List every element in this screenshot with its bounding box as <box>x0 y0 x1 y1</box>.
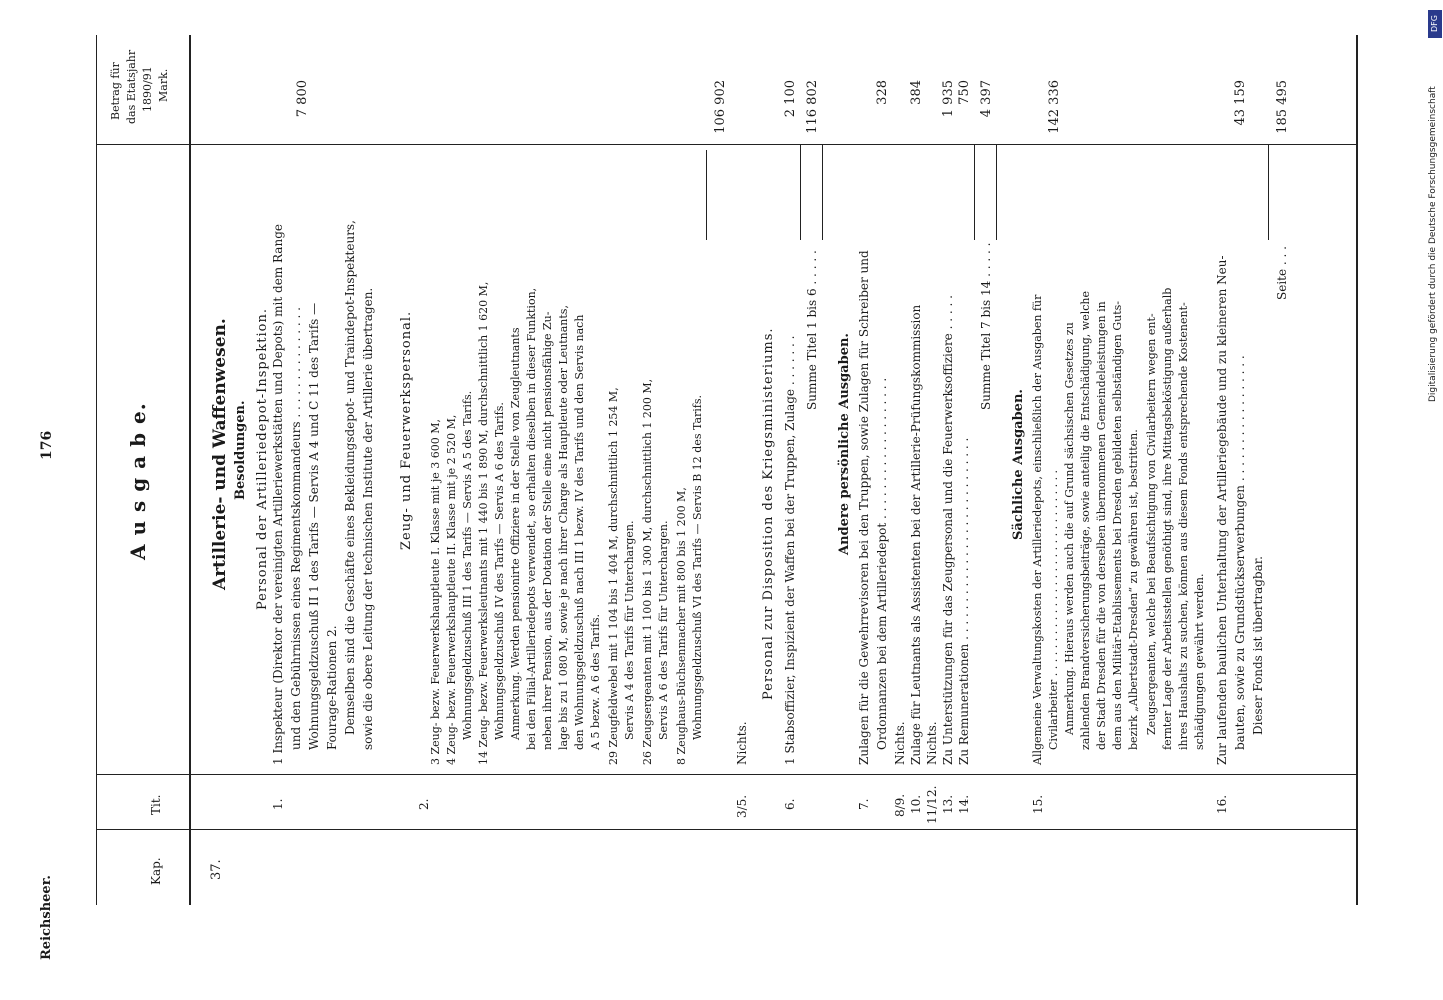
t1-line: 1 Inspekteur (Direktor der vereinigten Artilleriewerkstätten und Depots) mit dem Range <box>271 224 285 765</box>
rule-sum-2 <box>996 145 997 240</box>
sum-1-value: 116 802 <box>805 80 820 134</box>
t7-line: Zulagen für die Gewehrrevisoren bei den Truppen, sowie Zulagen für Schreiber und <box>857 250 871 765</box>
t2-line: bei den Filial-Artilleriedepots verwendet, so erhalten dieselben in dieser Funktion, <box>525 287 538 750</box>
t2-line: Servis A 4 des Tarifs für Unterchargen. <box>623 520 636 740</box>
t15-line: bezirk „Albertstadt-Dresden“ zu gewähren ist, bestritten. <box>1127 429 1140 750</box>
tit-14: 14. <box>957 794 971 814</box>
amount-header-2: das Etatsjahr <box>125 49 138 124</box>
t16-line: bauten, sowie zu Grundstückserwerbungen . . . . . . . . . . . . . . . . . <box>1233 355 1247 750</box>
t1-line: sowie die obere Leitung der technischen Institute der Artillerie übertragen. <box>361 287 375 750</box>
t16-line: Dieser Fonds ist übertragbar. <box>1251 556 1265 735</box>
t15-line: der Stadt Dresden für die von derselben übernommenen Gemeindeleistungen in <box>1095 301 1108 750</box>
t15-line: schädigungen gewährt werden. <box>1193 573 1206 750</box>
underline-t16 <box>1268 145 1269 240</box>
t2-line: 14 Zeug- bezw. Feuerwerksleutnants mit 1 440 bis 1 890 M, durchschnittlich 1 620 M, <box>477 281 490 765</box>
dfg-watermark <box>1428 10 1442 402</box>
amount-t13: 1 935 <box>941 80 956 118</box>
sum-2-label: Summe Titel 7 bis 14 . . . . . <box>979 242 993 410</box>
t13-text: Zu Unterstützungen für das Zeugpersonal und die Feuerwerksoffiziere . . . . . <box>941 295 955 765</box>
page-number: 176 <box>39 430 55 460</box>
sum-2-value: 4 397 <box>979 80 994 118</box>
section-title: Artillerie- und Waffenwesen. <box>210 318 230 590</box>
underline-t2 <box>706 150 707 240</box>
t89-text: Nichts. <box>893 721 907 765</box>
t15-line: Civilarbeiter . . . . . . . . . . . . . . . . . . . . . . . . . . . . . . <box>1047 469 1060 750</box>
t16-line: Zur laufenden baulichen Unterhaltung der Artilleriegebäude und zu kleineren Neu- <box>1215 255 1229 765</box>
t2-line: Servis A 6 des Tarifs für Unterchargen. <box>657 520 670 740</box>
page-title: A u s g a b e. <box>126 402 150 560</box>
kap-column-rule <box>96 829 1356 830</box>
tit-2: 2. <box>417 798 431 810</box>
amount-t7: 328 <box>875 80 890 105</box>
tit-header: Tit. <box>149 794 163 815</box>
t1-line: Demselben sind die Geschäfte eines Bekleidungsdepot- und Traindepot-Inspekteurs, <box>343 220 357 735</box>
t15-line: dem aus den Militär-Etablissements bei Dresden gebildeten selbständigen Guts- <box>1111 300 1124 750</box>
amount-t1: 7 800 <box>295 80 310 118</box>
t2-line: den Wohnungsgeldzuschuß nach III 1 bezw. IV des Tarifs und den Servis nach <box>573 314 586 750</box>
t2-line: Wohnungsgeldzuschuß III 1 des Tarifs — Servis A 5 des Tarifs. <box>461 390 474 740</box>
dfg-credit-text: Digitalisierung gefördert durch die Deutsche Forschungsgemeinschaft <box>1428 86 1438 402</box>
t2-line: Wohnungsgeldzuschuß IV des Tarifs — Servis A 6 des Tarifs. <box>493 402 506 740</box>
heading-saechlich: Sächliche Ausgaben. <box>1011 389 1026 540</box>
rule-sum-1 <box>822 145 823 240</box>
t2-line: 26 Zeugsergeanten mit 1 100 bis 1 300 M, durchschnittlich 1 200 M, <box>641 378 654 765</box>
kap-number: 37. <box>209 859 224 880</box>
t2-line: 8 Zeughaus-Büchsenmacher mit 800 bis 1 200 M, <box>675 487 688 765</box>
amount-header-1: Betrag für <box>109 62 122 120</box>
t1-line: und den Gebührnissen eines Regimentskommandeurs . . . . . . . . . . . . . . . <box>289 307 303 750</box>
tit-13: 13. <box>941 794 955 814</box>
tit-8-9: 8/9. <box>893 793 907 817</box>
tit-7: 7. <box>857 798 871 810</box>
t2-line: Wohnungsgeldzuschuß VI des Tarifs — Servis B 12 des Tarifs. <box>691 395 704 740</box>
amount-t10: 384 <box>909 80 924 105</box>
tit-15: 15. <box>1031 794 1045 814</box>
amount-t16: 43 159 <box>1233 80 1248 126</box>
t15-line: ihres Haushalts zu suchen, können aus diesem Fonds entsprechende Kostenent- <box>1177 302 1190 750</box>
tit-column-rule <box>96 774 1356 775</box>
heading-personal: Personal der Artilleriedepot-Inspektion. <box>255 308 270 610</box>
bottom-rule <box>1356 35 1358 905</box>
seite-value: 185 495 <box>1275 80 1290 134</box>
heading-andere: Andere persönliche Ausgaben. <box>837 333 852 555</box>
amount-t6: 2 100 <box>783 80 798 118</box>
t1-line: Wohnungsgeldzuschuß II 1 des Tarifs — Servis A 4 und C 11 des Tarifs — <box>307 302 321 750</box>
kap-header: Kap. <box>149 857 163 885</box>
t7-line: Ordonnanzen bei dem Artilleriedepot . . . . . . . . . . . . . . . . . . . <box>875 377 889 750</box>
tit-10: 10. <box>909 794 923 814</box>
t2-line: 4 Zeug- bezw. Feuerwerkshauptleute II. Klasse mit je 2 520 M, <box>445 414 458 765</box>
tit-11-12: 11/12. <box>925 785 939 824</box>
tit-1: 1. <box>271 798 285 810</box>
t15-line: Zeugsergeanten, welche bei Beaufsichtigung von Civilarbeitern wegen ent- <box>1145 313 1158 735</box>
running-head: Reichsheer. <box>39 875 54 960</box>
amount-t15: 142 336 <box>1047 80 1062 134</box>
t10-text: Zulage für Leutnants als Assistenten bei der Artillerie-Prüfungskommission <box>909 304 923 765</box>
tit-16: 16. <box>1215 794 1229 814</box>
t6-text: 1 Stabsoffizier, Inspizient der Waffen bei der Truppen, Zulage . . . . . . . <box>783 335 797 765</box>
amount-t14: 750 <box>957 80 972 105</box>
sum-1-label: Summe Titel 1 bis 6 . . . . . <box>805 250 819 410</box>
t15-line: fernter Lage der Arbeitsstellen genöthigt sind, ihre Mittagsbeköstigung außerhalb <box>1161 287 1174 750</box>
tit-3-5: 3/5. <box>735 794 749 818</box>
t15-line: Allgemeine Verwaltungskosten der Artilleriedepots, einschließlich der Ausgaben für <box>1031 294 1044 765</box>
heading-dispo: Personal zur Disposition des Kriegsministeriums. <box>761 327 776 700</box>
tit-6: 6. <box>783 798 797 810</box>
t15-line: zahlenden Brandversicherungsbeiträge, sowie anteilig die Entschädigung, welche <box>1079 291 1092 750</box>
t1-line: Fourage-Rationen 2. <box>325 625 339 750</box>
amount-header-3: 1890/91 <box>141 66 154 112</box>
underline-t14 <box>974 145 975 240</box>
sub-title: Besoldungen. <box>233 400 248 500</box>
heading-zeug: Zeug- und Feuerwerkspersonal. <box>399 310 414 550</box>
amount-header-4: Mark. <box>157 68 170 102</box>
seite-label: Seite . . . <box>1275 246 1289 300</box>
t2-line: neben ihrer Pension, aus der Dotation der Stelle eine nicht pensionsfähige Zu- <box>541 311 554 750</box>
t2-line: Anmerkung. Werden pensionirte Offiziere in der Stelle von Zeugleutnants <box>509 327 522 740</box>
t2-line: A 5 bezw. A 6 des Tarifs. <box>589 613 602 750</box>
amount-t2: 106 902 <box>713 80 728 134</box>
t1112-text: Nichts. <box>925 721 939 765</box>
t2-line: lage bis zu 1 080 M, sowie je nach ihrer Charge als Hauptleute oder Leutnants, <box>557 305 570 750</box>
t2-line: 3 Zeug- bezw. Feuerwerkshauptleute I. Klasse mit je 3 600 M, <box>429 418 442 765</box>
t14-text: Zu Remunerationen . . . . . . . . . . . . . . . . . . . . . . . . . . . <box>957 437 971 765</box>
underline-t6 <box>800 145 801 240</box>
dfg-logo: DFG <box>1428 10 1442 38</box>
t15-line: Anmerkung. Hieraus werden auch die auf Grund sächsischen Gesetzes zu <box>1063 322 1076 735</box>
t2-line: 29 Zeugfeldwebel mit 1 104 bis 1 404 M, durchschnittlich 1 254 M, <box>607 387 620 765</box>
t35-text: Nichts. <box>735 721 749 765</box>
